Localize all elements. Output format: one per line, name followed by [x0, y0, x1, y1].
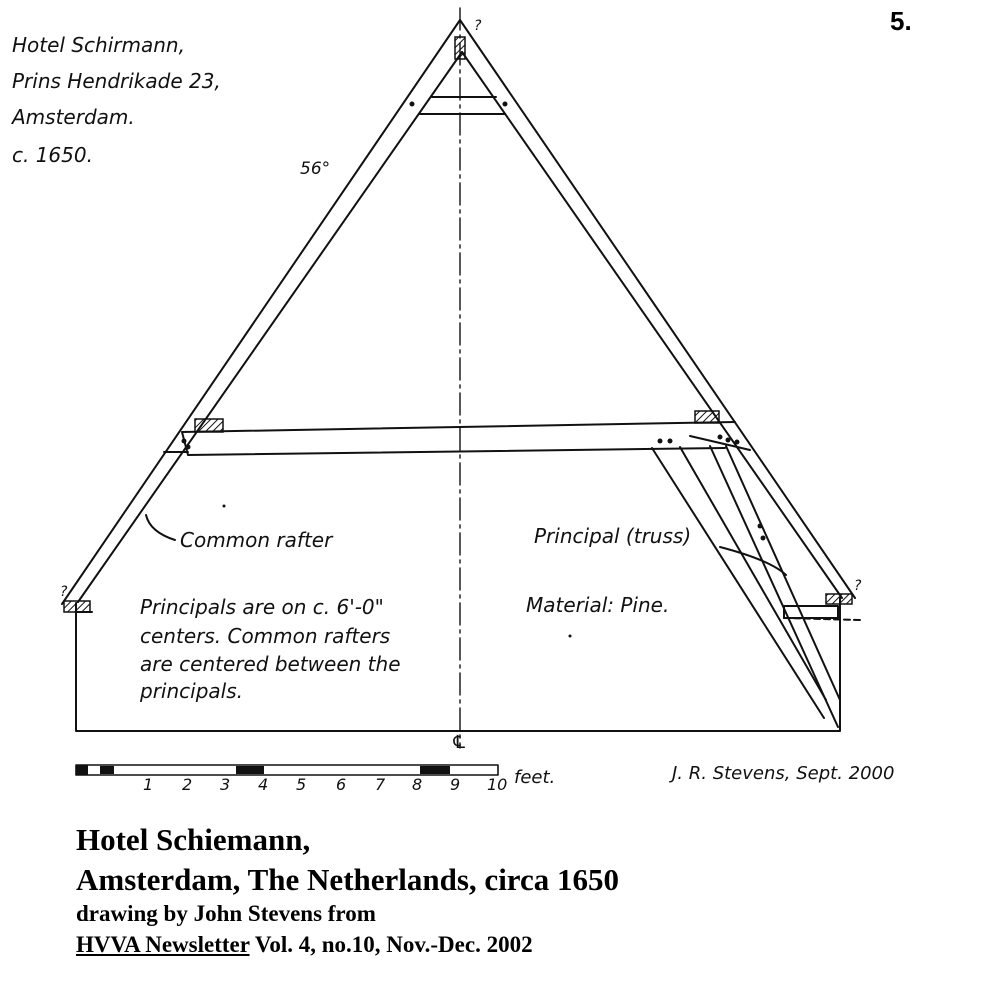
right-plate [784, 606, 838, 618]
principal-label: Principal (truss) [534, 524, 692, 548]
scale-tick-2: 2 [182, 775, 193, 794]
plate-number: 5. [890, 6, 912, 36]
note-line-4: principals. [140, 679, 243, 703]
note-line-3: are centered between the [140, 652, 401, 676]
question-mark-right: ? [854, 578, 862, 594]
caption-source [76, 931, 533, 959]
outer-rafter-right [460, 20, 855, 598]
caption-credit: drawing by John Stevens from [76, 901, 376, 926]
note-line-1: Principals are on c. 6'-0" [140, 595, 384, 619]
question-mark-left: ? [60, 584, 68, 600]
principal-strut-1 [652, 448, 824, 718]
plate-right-wall [826, 594, 852, 604]
location-line-4: c. 1650. [12, 143, 93, 167]
caption-location: Amsterdam, The Netherlands, circa 1650 [76, 862, 620, 897]
plate-left-tie [195, 419, 223, 432]
tie-beam [182, 422, 735, 455]
location-line-2: Prins Hendrikade 23, [12, 69, 221, 93]
scale-tick-10: 10 [487, 775, 508, 794]
scale-ticks [143, 775, 507, 794]
scale-tick-9: 9 [450, 775, 461, 794]
caption-title: Hotel Schiemann, [76, 822, 311, 857]
scale-tick-8: 8 [412, 775, 423, 794]
note-line-2: centers. Common rafters [140, 624, 391, 648]
scale-tick-6: 6 [336, 775, 347, 794]
inner-rafter-right [462, 52, 842, 598]
plate-right-tie [695, 411, 719, 423]
question-mark-apex: ? [474, 18, 482, 34]
scale-tick-4: 4 [258, 775, 269, 794]
signature: J. R. Stevens, Sept. 2000 [672, 763, 895, 784]
material-label: Material: Pine. [526, 593, 670, 617]
scale-unit: feet. [514, 767, 556, 788]
scale-tick-5: 5 [296, 775, 307, 794]
ridge-block [455, 37, 465, 59]
location-line-3: Amsterdam. [12, 105, 135, 129]
source-publication: HVVA Newsletter [76, 932, 250, 957]
principal-strut-3 [710, 446, 838, 727]
scale-tick-7: 7 [375, 775, 386, 794]
scale-tick-3: 3 [220, 775, 231, 794]
location-line-1: Hotel Schirmann, [12, 33, 185, 57]
common-rafter-leader [146, 515, 175, 540]
angle-label: 56° [300, 159, 331, 179]
plate-left-wall [64, 601, 90, 612]
principal-strut-2 [680, 447, 826, 700]
common-rafter-label: Common rafter [180, 528, 333, 552]
scale-tick-1: 1 [143, 775, 154, 794]
inner-rafter-left [78, 52, 462, 602]
centerline-symbol: ℄ [451, 732, 468, 753]
collar-beam [420, 97, 505, 114]
source-issue: Vol. 4, no.10, Nov.-Dec. 2002 [249, 932, 533, 957]
